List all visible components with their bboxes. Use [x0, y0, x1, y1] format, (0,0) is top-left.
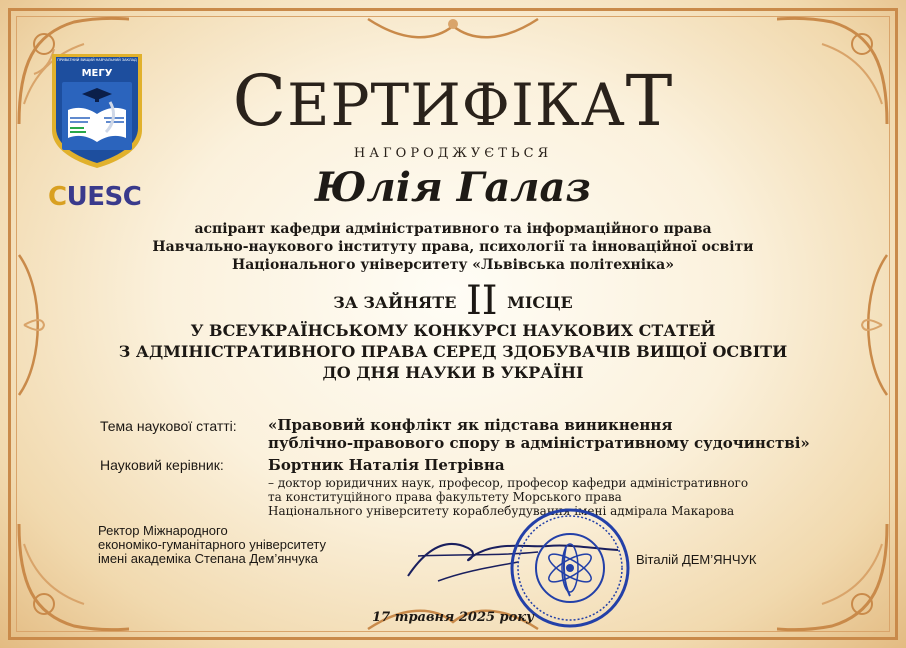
award-place: [0, 278, 906, 324]
supervisor-label: Науковий керівник:: [100, 457, 224, 473]
signer-name: Віталій ДЕМ’ЯНЧУК: [636, 552, 757, 567]
issue-date: 17 травня 2025 року: [372, 610, 534, 625]
certificate-title: [0, 60, 906, 142]
affiliation-line: Навчально-наукового інституту права, психології та інноваційної освіти: [152, 239, 754, 255]
logo-abbreviation: МЕГУ: [81, 68, 113, 79]
rector-line: імені академіка Степана Дем’янчука: [98, 551, 318, 566]
topic-line: «Правовий конфлікт як підстава виникнення: [268, 416, 673, 434]
award-prefix: ЗА ЗАЙНЯТЕ: [333, 293, 457, 312]
supervisor-desc-line: та конституційного права факультету Морського права: [268, 490, 622, 504]
logo-institution-line: ПРИВАТНИЙ ВИЩИЙ НАВЧАЛЬНИЙ ЗАКЛАД: [57, 58, 137, 62]
affiliation-line: аспірант кафедри адміністративного та інформаційного права: [194, 221, 712, 237]
rector-line: економіко-гуманітарного університету: [98, 537, 326, 552]
awarded-label: НАГОРОДЖУЄТЬСЯ: [353, 146, 553, 161]
affiliation-line: Національного університету «Львівська політехніка»: [231, 257, 674, 273]
contest-line: ДО ДНЯ НАУКИ В УКРАЇНІ: [322, 363, 584, 382]
rector-line: Ректор Міжнародного: [98, 523, 228, 538]
contest-line: З АДМІНІСТРАТИВНОГО ПРАВА СЕРЕД ЗДОБУВАЧІВ ВИЩОЇ ОСВІТИ: [118, 342, 788, 361]
supervisor-desc-line: – доктор юридичних наук, професор, професор кафедри адміністративного: [268, 476, 749, 490]
rector-title: [98, 524, 326, 566]
cuesc-logo-rest: UESC: [66, 182, 142, 212]
award-place-number: II: [465, 278, 498, 324]
ornament-top-center: [363, 14, 543, 44]
title-middle: ЕРТИФІКА: [287, 71, 626, 139]
contest-line: У ВСЕУКРАЇНСЬКОМУ КОНКУРСІ НАУКОВИХ СТАТЕЙ: [190, 321, 716, 340]
topic-label: Тема наукової статті:: [100, 418, 237, 434]
topic-line: публічно-правового спору в адміністративному судочинстві»: [268, 434, 810, 452]
supervisor-name: Бортник Наталія Петрівна: [268, 456, 505, 474]
recipient-affiliation: [0, 220, 906, 274]
topic-value: [268, 416, 810, 452]
title-first-letter: С: [232, 60, 288, 142]
supervisor-desc-line: Національного університету кораблебудування імені адмірала Макарова: [268, 504, 735, 518]
award-suffix: МІСЦЕ: [507, 293, 573, 312]
cuesc-logo-first: C: [48, 182, 67, 212]
recipient-name: Юлія Галаз: [315, 164, 591, 211]
title-last-letter: Т: [625, 60, 674, 142]
contest-description: [0, 320, 906, 383]
